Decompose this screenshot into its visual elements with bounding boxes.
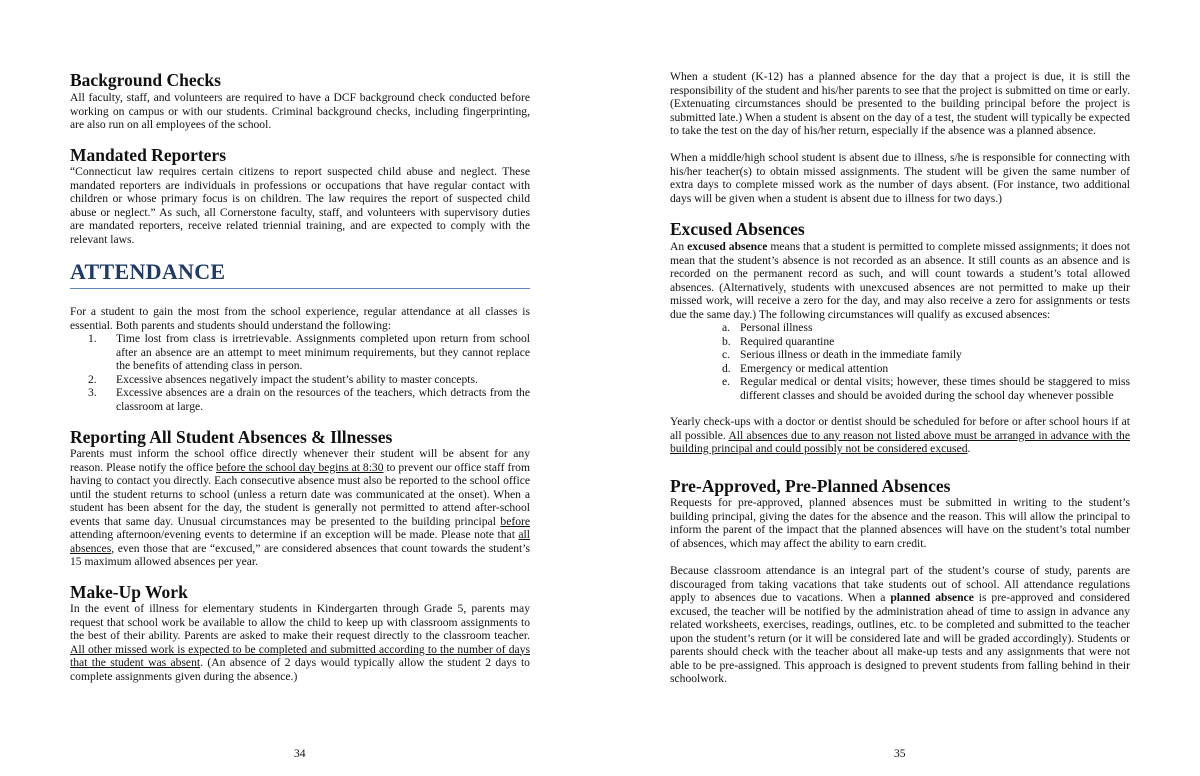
heading-attendance: ATTENDANCE bbox=[70, 259, 226, 284]
attendance-list bbox=[70, 332, 530, 413]
paragraph-middle-high-illness: When a middle/high school student is absent due to illness, s/he is responsible for connecting with his/her teacher(s) to obtain missed assignments. The student will be given the same number of extra days to complete missed work as the number of days absent. (For instance, two additional days will be given when a student is absent due to illness for two days.) bbox=[670, 151, 1130, 205]
paragraph-planned-absence-project: When a student (K-12) has a planned absence for the day that a project is due, it is still the responsibility of the student and his/her parents to see that the project is submitted on time or early. (Extenuating circumstances should be presented to the building principal before the project is submitted late.) When a student is absent on the day of a test, the student will typically be expected to take the test on the day of his/her return, especially if the absence was a planned absence. bbox=[670, 70, 1130, 137]
text: Yearly check-ups with a doctor or dentist should be scheduled for before or after school hours if at all possible. bbox=[670, 415, 1130, 442]
attendance-intro-text: For a student to gain the most from the school experience, regular attendance at all classes is essential. Both parents and students should understand the following: bbox=[70, 305, 530, 332]
list-number: 3. bbox=[88, 386, 97, 399]
heading-excused-absences: Excused Absences bbox=[670, 219, 805, 239]
list-item bbox=[88, 386, 530, 413]
paragraph-reporting-absences bbox=[70, 447, 530, 569]
list-text: Serious illness or death in the immediate family bbox=[740, 348, 962, 361]
bold-text: excused absence bbox=[687, 240, 768, 253]
paragraph-background-checks: All faculty, staff, and volunteers are required to have a DCF background check conducted before working on campus or with our students. Criminal background checks, including fingerprinting, are also run on all employees of the school. bbox=[70, 91, 530, 131]
paragraph-vacations bbox=[670, 564, 1130, 686]
text: , even those that are “excused,” are considered absences that count towards the student’s 15 maximum allowed absences per year. bbox=[70, 541, 530, 568]
list-number: 1. bbox=[88, 332, 97, 345]
paragraph-make-up-work bbox=[70, 602, 530, 683]
text: attending afternoon/evening events to determine if an exception will be made. Please note that bbox=[70, 528, 519, 541]
underlined-text: All absences due to any reason not listed above must be arranged in advance with the building principal and could possibly not be considered excused bbox=[670, 428, 1130, 455]
text: means that a student is permitted to complete missed assignments; it does not mean that the student’s absence is not recorded as an absence. It still counts as an absence and is recorded on the permanent record as such, and will count towards a student’s total allowed absences. (Alternatively, students with unexcused absences are not permitted to make up their missed work, will receive a zero for the day, and may also receive a zero for assignments or tests due the same day.) The following circumstances will qualify as excused absences: bbox=[670, 240, 1130, 321]
text: An bbox=[670, 240, 688, 253]
underlined-text: before bbox=[500, 514, 530, 528]
list-item bbox=[722, 375, 1130, 402]
list-text: Regular medical or dental visits; however, these times should be staggered to miss different classes and should be avoided during the school day whenever possible bbox=[740, 375, 1130, 402]
paragraph-excused-absences bbox=[670, 240, 1130, 402]
text: . bbox=[967, 442, 971, 455]
heading-mandated-reporters: Mandated Reporters bbox=[70, 145, 227, 165]
list-item bbox=[88, 332, 530, 373]
list-letter: e. bbox=[722, 375, 731, 388]
list-text: Excessive absences negatively impact the student’s ability to master concepts. bbox=[116, 372, 478, 386]
page-number-right: 35 bbox=[894, 747, 906, 760]
list-item bbox=[722, 321, 1130, 335]
list-number: 2. bbox=[88, 372, 97, 386]
list-item bbox=[722, 362, 1130, 376]
list-item bbox=[722, 348, 1130, 362]
heading-divider bbox=[70, 288, 530, 289]
heading-reporting-absences: Reporting All Student Absences & Illnesses bbox=[70, 427, 393, 447]
underlined-text: all absences bbox=[70, 528, 530, 555]
paragraph-pre-approved-requests: Requests for pre-approved, planned absences must be submitted in writing to the student’s building principal, giving the dates for the absence and the reason. This will allow the principal to inform the parent of the impact that the planned absences will have on the student’s total number of absences, which may affect the ability to earn credit. bbox=[670, 496, 1130, 550]
text: . (An absence of 2 days would typically allow the student 2 days to complete assignments given during the absence.) bbox=[70, 656, 530, 683]
page-number-left: 34 bbox=[294, 747, 306, 760]
list-text: Required quarantine bbox=[740, 334, 835, 348]
heading-pre-approved-absences: Pre-Approved, Pre-Planned Absences bbox=[670, 476, 951, 496]
text: In the event of illness for elementary students in Kindergarten through Grade 5, parents may request that school work be available to allow the child to keep up with classroom assignments to the best of their ability. Parents are asked to make their request directly to the classroom teacher. bbox=[70, 602, 530, 642]
text: Because classroom attendance is an integral part of the student’s course of study, parents are discouraged from taking vacations that take students out of school. All attendance regulations apply to absences due to vacations. When a bbox=[670, 564, 1130, 604]
text: is pre-approved and considered excused, the teacher will be notified by the administration ahead of time to assign in advance any related worksheets, exercises, readings, outlines, etc. to be completed and submitted to the teacher upon the student’s return (or it will be considered late and will be graded accordingly). Students or parents should check with the teacher about all make-up tests and any assignments that were not able to be pre-assigned. This approach is designed to prevent students from falling behind in their schoolwork. bbox=[670, 591, 1130, 685]
list-text: Personal illness bbox=[740, 321, 813, 334]
underlined-text: before the school day begins at 8:30 bbox=[216, 460, 384, 474]
list-letter: b. bbox=[722, 334, 731, 348]
bold-text: planned absence bbox=[890, 591, 974, 604]
underlined-text: All other missed work is expected to be completed and submitted according to the number of days that the student was absent bbox=[70, 642, 530, 669]
list-letter: d. bbox=[722, 361, 731, 375]
list-item bbox=[722, 335, 1130, 349]
list-text: Emergency or medical attention bbox=[740, 361, 889, 375]
heading-background-checks: Background Checks bbox=[70, 70, 221, 90]
list-item bbox=[88, 373, 530, 387]
excused-definition bbox=[670, 240, 1130, 321]
list-letter: a. bbox=[722, 321, 731, 334]
heading-make-up-work: Make-Up Work bbox=[70, 582, 188, 602]
excused-list bbox=[670, 321, 1130, 402]
text: Parents must inform the school office directly whenever their student will be absent for any reason. Please notify the office bbox=[70, 447, 530, 474]
list-text: Time lost from class is irretrievable. Assignments completed upon return from school after an absence are an attempt to meet minimum requirements, but they cannot replace the benefits of attending class in person. bbox=[116, 332, 530, 372]
text: to prevent our office staff from having to contact you directly. Each consecutive absence must also be reported to the school office until the student returns to school (unless a return date was communicated at the onset). When a student has been absent for the day, the student is generally not permitted to attend after-school events that same day. Unusual circumstances may be presented to the building principal bbox=[70, 460, 530, 528]
list-letter: c. bbox=[722, 348, 731, 361]
list-text: Excessive absences are a drain on the resources of the teachers, which detracts from the classroom at large. bbox=[116, 386, 530, 413]
paragraph-mandated-reporters: “Connecticut law requires certain citizens to report suspected child abuse and neglect. These mandated reporters are individuals in professions or occupations that have regular contact with children or whose primary focus is on children. The law requires the report of suspected child abuse or neglect.” As such, all Cornerstone faculty, staff, and volunteers with supervisory duties are mandated reporters, receive related triennial training, and are expected to comply with the relevant laws. bbox=[70, 165, 530, 246]
attendance-intro bbox=[70, 305, 530, 413]
paragraph-yearly-checkups bbox=[670, 415, 1130, 456]
